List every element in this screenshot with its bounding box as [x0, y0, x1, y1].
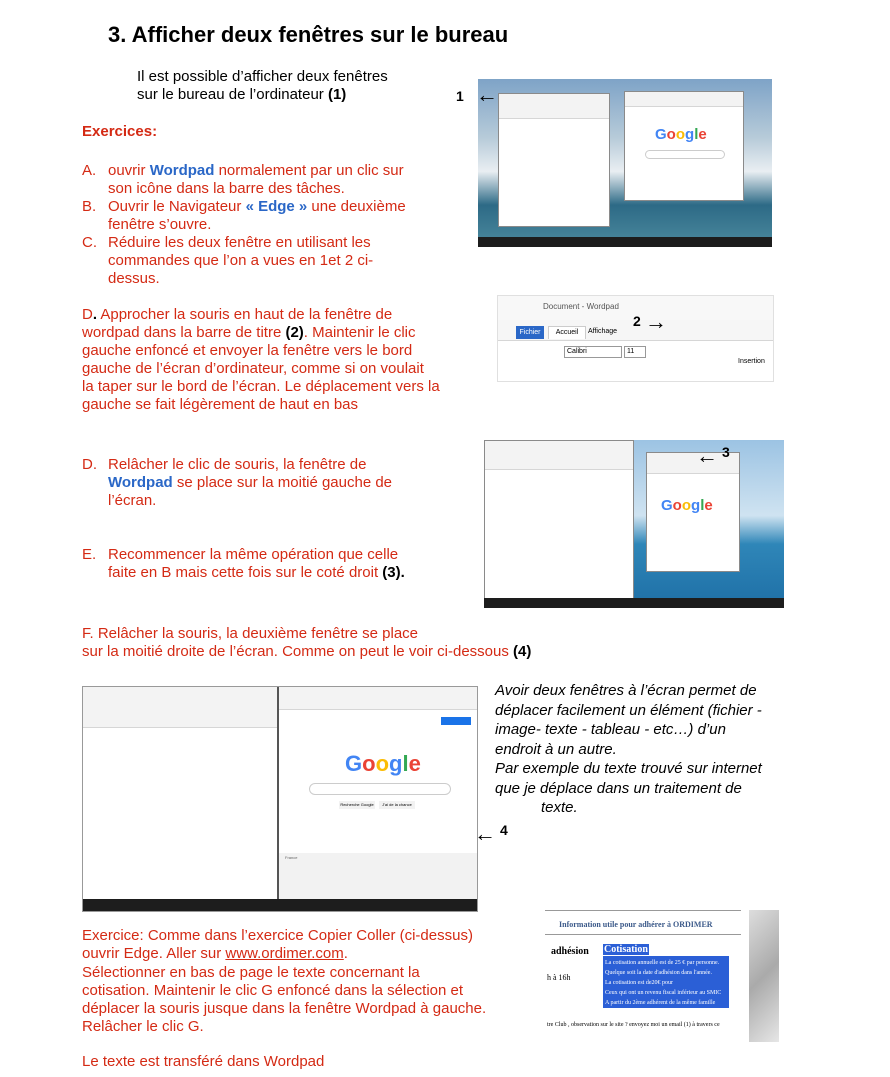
google-lucky-button[interactable]: J'ai de la chance [379, 801, 415, 809]
step-d1-line1: Approcher la souris en haut de la fenêtre de [97, 306, 393, 323]
step-f-ref: (4) [513, 643, 532, 660]
step-a-pre: ouvrir [108, 162, 150, 179]
google-logo-4: Google [345, 751, 421, 776]
step-c-line1: Réduire les deux fenêtre en utilisant les [108, 234, 371, 251]
side-note-line5: Par exemple du texte trouvé sur internet [495, 760, 762, 777]
exercise-line1: Exercice: Comme dans l’exercice Copier Coller (ci-dessus) [82, 927, 473, 944]
tab-accueil[interactable]: Accueil [548, 326, 586, 339]
side-note-line7: texte. [541, 799, 578, 816]
ordimer-logo-fragment [749, 910, 779, 1042]
step-e-line1: Recommencer la même opération que celle [108, 546, 399, 563]
screenshot-3 [484, 440, 784, 608]
ordimer-header: Information utile pour adhérer à ORDIMER [559, 920, 713, 929]
exercices-heading: Exercices: [82, 123, 158, 140]
step-d1-line4: gauche de l’écran d’ordinateur, comme si on voulait [82, 360, 424, 377]
exercise-line2b: . [343, 945, 348, 963]
step-c [82, 234, 482, 288]
wordpad-title-text: Document - Wordpad [543, 302, 619, 311]
callout-1: 1 [456, 88, 464, 104]
step-a-post: normalement par un clic sur [214, 162, 404, 179]
exercise-line2a: ouvrir Edge. Aller sur [82, 945, 226, 963]
arrow-2-icon: → [645, 309, 667, 334]
edge-window-1 [624, 91, 744, 201]
step-e-line2: faite en B mais cette fois sur le coté droit [108, 564, 383, 581]
edge-label: « Edge » [245, 198, 308, 215]
intro-line2 [137, 86, 388, 104]
exercise-line3: Sélectionner en bas de page le texte concernant la [82, 963, 420, 981]
side-note-line4: endroit à un autre. [495, 740, 617, 758]
step-d2-line2: se place sur la moitié gauche de [172, 474, 393, 491]
google-search-button[interactable]: Recherche Google [340, 802, 374, 807]
step-d1 [82, 306, 492, 414]
step-b-letter: B. [82, 198, 97, 215]
side-note-line6: que je déplace dans un traitement de [495, 779, 742, 797]
wordpad-label: Wordpad [149, 162, 215, 179]
ordimer-snippet [545, 910, 779, 1042]
step-a-line2: son icône dans la barre des tâches. [108, 180, 345, 197]
arrow-4-icon: ← [474, 821, 496, 846]
exercise-line5: déplacer la souris jusque dans la fenêtre Wordpad à gauche. [82, 1000, 487, 1018]
step-d1-line5: la taper sur le bord de l’écran. Le déplacement vers la [82, 378, 440, 395]
step-d1-dot: . [92, 306, 98, 323]
step-f [82, 625, 602, 661]
step-f-line1: F. Relâcher la souris, la deuxième fenêtre se place [82, 625, 419, 642]
wordpad-window-1 [498, 93, 610, 227]
step-d2-line1: Relâcher le clic de souris, la fenêtre de [108, 456, 367, 473]
side-note [495, 681, 805, 818]
insertion-group: Insertion [738, 358, 765, 365]
callout-4: 4 [500, 822, 508, 838]
step-e-letter: E. [82, 546, 97, 563]
ordimer-col1: adhésion [551, 946, 589, 957]
taskbar-1 [478, 237, 772, 247]
callout-3: 3 [722, 444, 730, 460]
page-title: 3. Afficher deux fenêtres sur le bureau [108, 22, 509, 47]
ordimer-selected-text: La cotisation annuelle est de 25 € par personne. Quelque soit la date d'adhésion dans l'année. La cotisation est de20€ pour Ceux qui ont un revenu fiscal inférieur au SMIC A partir du 2ème adhérent de la même famille [605, 960, 722, 1006]
step-f-line2: sur la moitié droite de l’écran. Comme on peut le voir ci-dessous [82, 643, 514, 660]
step-d2-line3: l’écran. [108, 492, 157, 509]
step-d1-line6: gauche se fait légèrement de haut en bas [82, 396, 359, 413]
wordpad-window-3 [484, 440, 634, 600]
intro-ref: (1) [327, 86, 347, 103]
step-d1-line2a: wordpad dans la barre de titre [82, 324, 286, 341]
exercise-result: Le texte est transféré dans Wordpad [82, 1053, 325, 1070]
exercise-line6: Relâcher le clic G. [82, 1018, 204, 1036]
step-c-line3: dessus. [108, 270, 160, 287]
screenshot-1 [478, 79, 772, 247]
callout-2: 2 [633, 313, 641, 329]
font-select[interactable]: Calibri [564, 346, 622, 358]
tab-fichier[interactable]: Fichier [516, 326, 544, 339]
step-d2-letter: D. [82, 456, 97, 473]
ordimer-link[interactable]: www.ordimer.com [225, 945, 344, 963]
tab-affichage[interactable]: Affichage [588, 328, 618, 335]
step-b-pre: Ouvrir le Navigateur [108, 198, 246, 215]
google-logo-1: Google [655, 126, 707, 143]
side-note-line3: image- texte - tableau - etc…) d’un [495, 721, 726, 738]
step-d1-line2b: . Maintenir le clic [303, 324, 416, 341]
ordimer-footer: tre Club , observation sur le site ? envoyez moi un email (1) à travers ce [547, 1022, 720, 1028]
taskbar-3 [484, 598, 784, 608]
taskbar-4 [83, 899, 477, 911]
ordimer-col2: Cotisation [604, 944, 648, 955]
wordpad-half [83, 687, 279, 899]
google-search-box[interactable] [309, 783, 451, 795]
step-d2 [82, 456, 482, 510]
exercise [82, 927, 542, 1037]
step-e-ref: (3). [382, 564, 405, 581]
step-e [82, 546, 482, 582]
step-b-line2: fenêtre s’ouvre. [108, 216, 212, 233]
step-d1-line3: gauche enfoncé et envoyer la fenêtre vers le bord [82, 342, 413, 359]
edge-window-3 [646, 452, 740, 572]
wordpad-label-2: Wordpad [108, 474, 173, 491]
intro-text [137, 68, 388, 104]
size-select[interactable]: 11 [624, 346, 646, 358]
step-d1-letter: D [82, 306, 93, 323]
arrow-3-icon: ← [696, 443, 718, 468]
screenshot-2 [497, 295, 774, 382]
screenshot-4 [82, 686, 478, 912]
side-note-line2: déplacer facilement un élément (fichier - [495, 701, 762, 719]
step-b-post: une deuxième [307, 198, 406, 215]
step-c-letter: C. [82, 234, 97, 251]
arrow-1-icon: ← [476, 82, 498, 107]
google-logo-3: Google [661, 497, 713, 514]
exercise-line4: cotisation. Maintenir le clic G enfoncé dans la sélection et [82, 981, 464, 999]
step-c-line2: commandes que l’on a vues en 1et 2 ci- [108, 252, 374, 269]
step-a-letter: A. [82, 162, 97, 179]
google-country: France [285, 855, 298, 860]
ordimer-time: h à 16h [547, 973, 571, 982]
intro-line2-text: sur le bureau de l’ordinateur [137, 86, 324, 103]
step-d1-ref: (2) [285, 324, 304, 341]
side-note-line1: Avoir deux fenêtres à l’écran permet de [495, 682, 757, 699]
step-a [82, 162, 482, 198]
intro-line1: Il est possible d’afficher deux fenêtres [137, 68, 388, 85]
edge-half [279, 687, 477, 899]
step-b [82, 198, 482, 234]
